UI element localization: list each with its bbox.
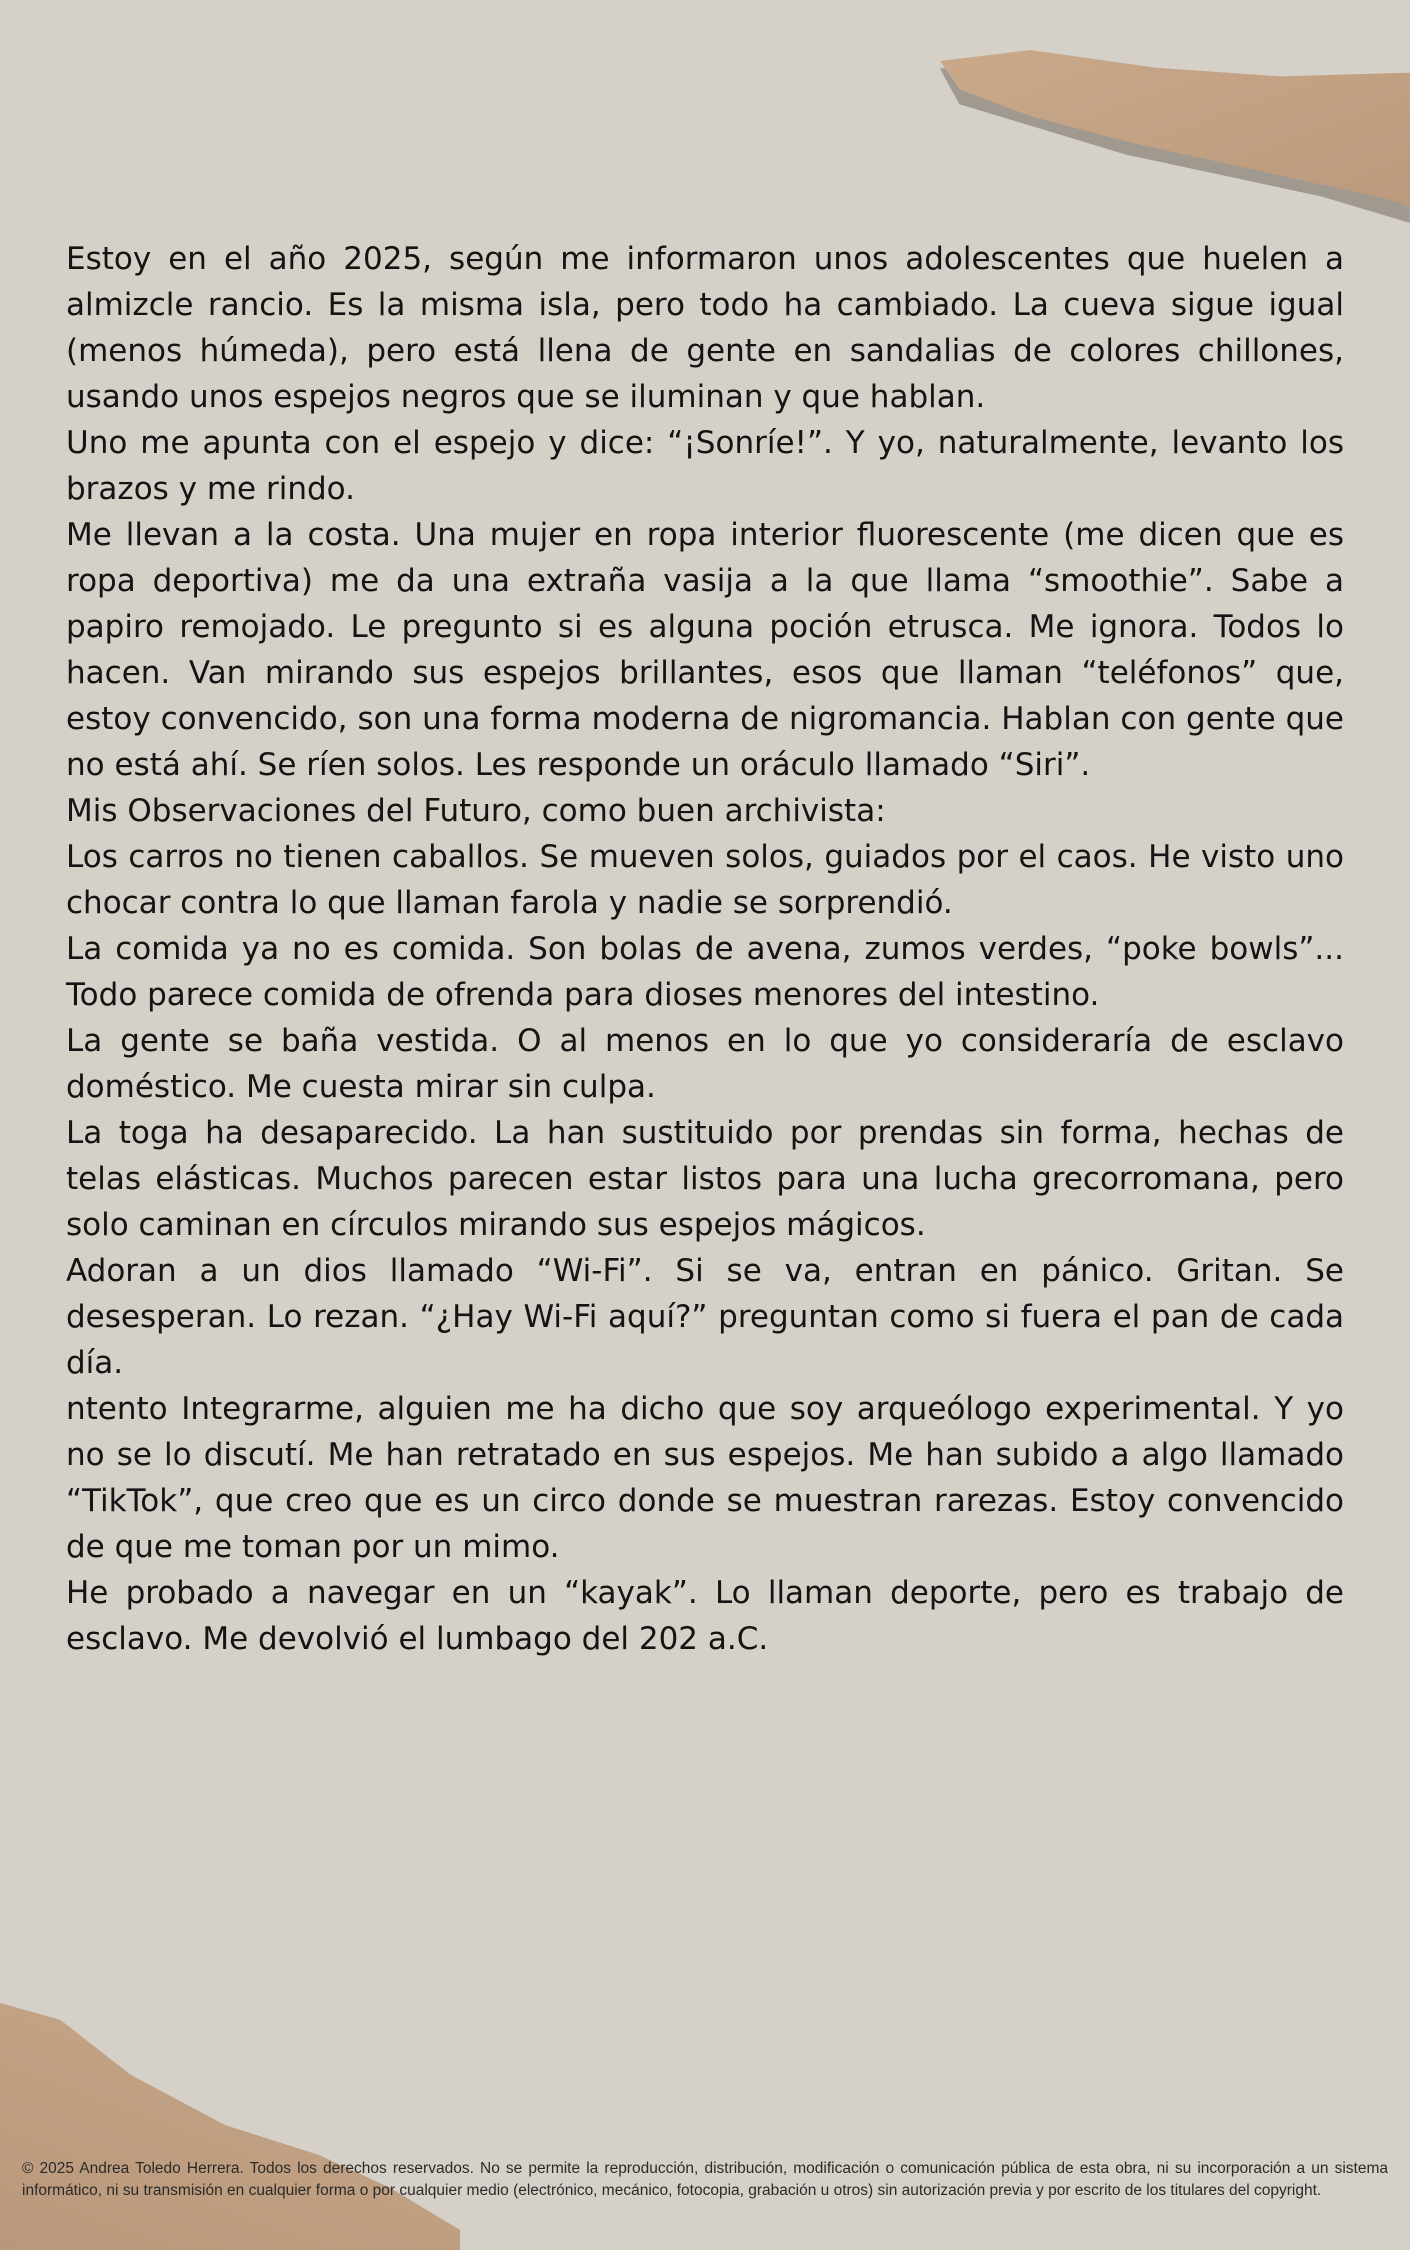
paragraph: La gente se baña vestida. O al menos en lo que yo consideraría de esclavo doméstico. Me cuesta mirar sin culpa. <box>66 1023 1344 1105</box>
paragraph: Los carros no tienen caballos. Se mueven solos, guiados por el caos. He visto uno chocar contra lo que llaman farola y nadie se sorprendió. <box>66 839 1344 921</box>
paragraph: Adoran a un dios llamado “Wi-Fi”. Si se va, entran en pánico. Gritan. Se desesperan. Lo rezan. “¿Hay Wi-Fi aquí?” preguntan como si fuera el pan de cada día. <box>66 1253 1344 1381</box>
paragraph: Uno me apunta con el espejo y dice: “¡Sonríe!”. Y yo, naturalmente, levanto los brazos y me rindo. <box>66 425 1344 507</box>
copyright-notice: © 2025 Andrea Toledo Herrera. Todos los derechos reservados. No se permite la reproducción, distribución, modificación o comunicación pública de esta obra, ni su incorporación a un sistema informático, ni su transmisión en cualquier forma o por cualquier medio (electrónico, mecánico, fotocopia, grabación u otros) sin autorización previa y por escrito de los titulares del copyright. <box>22 2160 1388 2199</box>
paragraph: Me llevan a la costa. Una mujer en ropa interior fluorescente (me dicen que es ropa deportiva) me da una extraña vasija a la que llama “smoothie”. Sabe a papiro remojado. Le pregunto si es alguna poción etrusca. Me ignora. Todos lo hacen. Van mirando sus espejos brillantes, esos que llaman “teléfonos” que, estoy convencido, son una forma moderna de nigromancia. Hablan con gente que no está ahí. Se ríen solos. Les responde un oráculo llamado “Siri”. <box>66 517 1344 783</box>
paragraph: He probado a navegar en un “kayak”. Lo llaman deporte, pero es trabajo de esclavo. Me devolvió el lumbago del 202 a.C. <box>66 1575 1344 1657</box>
paragraph: Estoy en el año 2025, según me informaron unos adolescentes que huelen a almizcle rancio. Es la misma isla, pero todo ha cambiado. La cueva sigue igual (menos húmeda), pero está llena de gente en sandalias de colores chillones, usando unos espejos negros que se iluminan y que hablan. <box>66 241 1344 415</box>
paragraph: Mis Observaciones del Futuro, como buen archivista: <box>66 793 886 829</box>
story-text <box>66 236 1344 1662</box>
paragraph: La comida ya no es comida. Son bolas de avena, zumos verdes, “poke bowls”... Todo parece comida de ofrenda para dioses menores del intestino. <box>66 931 1344 1013</box>
paragraph: ntento Integrarme, alguien me ha dicho que soy arqueólogo experimental. Y yo no se lo discutí. Me han retratado en sus espejos. Me han subido a algo llamado “TikTok”, que creo que es un circo donde se muestran rarezas. Estoy convencido de que me toman por un mimo. <box>66 1391 1344 1565</box>
paragraph: La toga ha desaparecido. La han sustituido por prendas sin forma, hechas de telas elásticas. Muchos parecen estar listos para una lucha grecorromana, pero solo caminan en círculos mirando sus espejos mágicos. <box>66 1115 1344 1243</box>
torn-paper-bottom-left <box>0 2000 460 2250</box>
